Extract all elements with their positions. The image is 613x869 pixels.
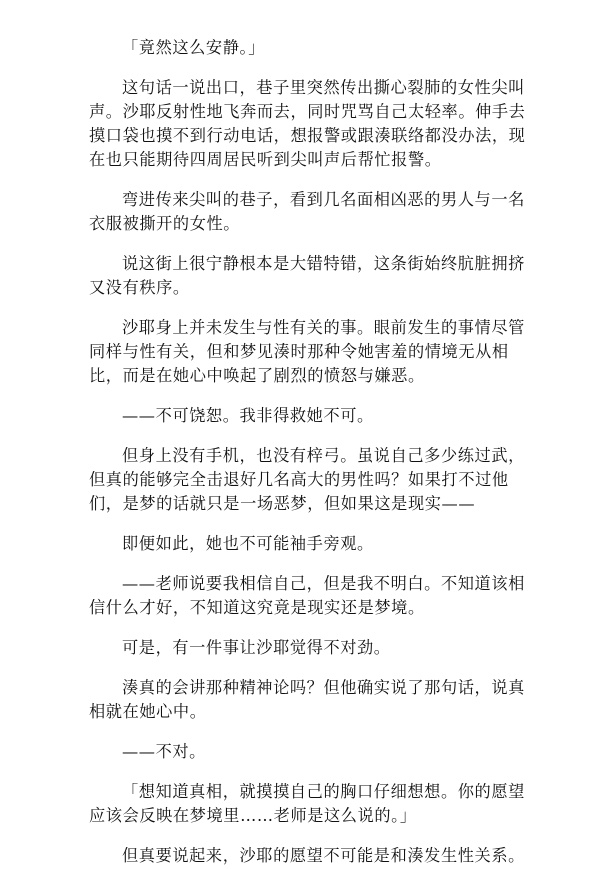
paragraph-9: ——老师说要我相信自己，但是我不明白。不知道该相信什么才好，不知道这究竟是现实还是梦境。: [89, 574, 525, 617]
paragraph-7: 但身上没有手机，也没有梓弓。虽说自己多少练过武，但真的能够完全击退好几名高大的男性吗？如果打不过他们，是梦的话就只是一场恶梦，但如果这是现实——: [89, 446, 525, 513]
paragraph-4: 说这街上很宁静根本是大错特错，这条街始终肮脏拥挤又没有秩序。: [89, 254, 525, 297]
paragraph-14: 但真要说起来，沙耶的愿望不可能是和湊发生性关系。: [122, 846, 525, 865]
paragraph-2: 这句话一说出口，巷子里突然传出撕心裂肺的女性尖叫声。沙耶反射性地飞奔而去，同时咒骂自己太轻率。伸手去摸口袋也摸不到行动电话，想报警或跟湊联络都没办法，现在也只能期待四周居民听到尖叫声后帮忙报警。: [89, 78, 526, 169]
paragraph-10: 可是，有一件事让沙耶觉得不对劲。: [122, 638, 391, 657]
paragraph-5: 沙耶身上并未发生与性有关的事。眼前发生的事情尽管同样与性有关，但和梦见湊时那种令她害羞的情境无从相比，而是在她心中唤起了剧烈的愤怒与嫌恶。: [89, 318, 525, 385]
paragraph-11: 湊真的会讲那种精神论吗？但他确实说了那句话，说真相就在她心中。: [89, 678, 525, 721]
paragraph-12: ——不对。: [122, 742, 206, 761]
paragraph-1: 「竟然这么安静。」: [122, 38, 265, 57]
paragraph-6: ——不可饶恕。我非得救她不可。: [122, 406, 374, 425]
paragraph-8: 即便如此，她也不可能袖手旁观。: [122, 534, 374, 553]
paragraph-3: 弯进传来尖叫的巷子，看到几名面相凶恶的男人与一名衣服被撕开的女性。: [89, 190, 525, 233]
paragraph-13: 「想知道真相，就摸摸自己的胸口仔细想想。你的愿望应该会反映在梦境里……老师是这么说的。」: [89, 782, 525, 825]
